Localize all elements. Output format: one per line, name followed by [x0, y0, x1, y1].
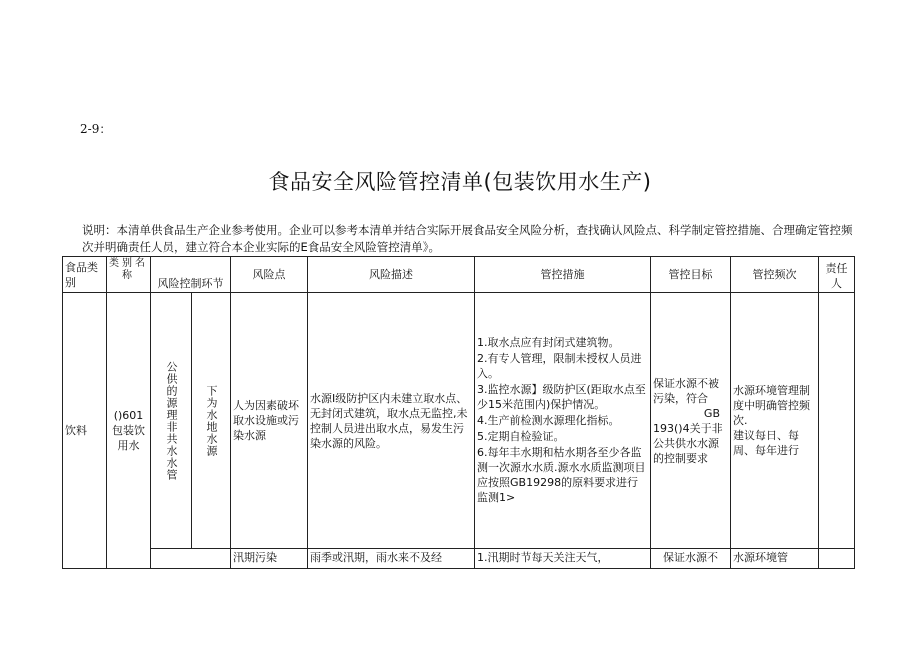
header-control-link: 风险控制环节 [151, 257, 231, 293]
goal-line: 保证水源不被污染，符合 [653, 376, 719, 405]
cell-frequency [731, 293, 819, 549]
cell-risk-description: 雨季或汛期，雨水来不及经 [308, 549, 475, 569]
measure-item: 2.有专人管理，限制未授权人员进入。 [477, 352, 642, 380]
control-link-b-text: 下为水地水源 [205, 384, 218, 457]
cell-frequency: 水源环境管 [731, 549, 819, 569]
cell-control-link-a [151, 293, 192, 549]
measure-item: 4.生产前检测水源理化指标。 [477, 414, 620, 427]
header-category: 食品类别 [63, 257, 107, 293]
document-title: 食品安全风险管控清单(包装饮用水生产) [268, 170, 652, 194]
cell-goal: 保证水源不 [651, 549, 731, 569]
header-frequency: 管控频次 [731, 257, 819, 293]
frequency-line: 水源环境管理制度中明确管控频次. [733, 384, 810, 427]
explanation-note: 说明：本清单供食品生产企业参考使用。企业可以参考本清单并结合实际开展食品安全风险分析，查找确认风险点、科学制定管控措施、合理确定管控频次并明确责任人员，建立符合本企业实际的E食品安全风险管控清单》。 [82, 223, 853, 254]
measure-item: 6.每年丰水期和枯水期各至少各监测一次源水水质.源水水质监测项目应按照GB19298的原料要求进行监测1> [477, 446, 646, 504]
cell-measures [475, 293, 651, 549]
goal-line: 193()4关于非公共供水水源的控制要求 [653, 421, 723, 465]
header-sub-category-label: 类别名称 [109, 258, 148, 281]
cell-risk-description: 水源I级防护区内未建立取水点、无封闭式建筑，取水点无监控,未控制人员进出取水点，易发生污染水源的风险。 [308, 293, 475, 549]
page-number: 2-9： [80, 122, 112, 136]
risk-control-table [62, 256, 855, 569]
cell-risk-point: 人为因素破坏取水设施或污染水源 [231, 293, 308, 549]
cell-risk-point: 汛期污染 [231, 549, 308, 569]
measure-item: 5.定期自检验证。 [477, 430, 565, 443]
frequency-line: 建议每日、每周、每年进行 [733, 429, 799, 457]
cell-control-link-continued [151, 549, 231, 569]
goal-line: GB [703, 406, 720, 420]
header-risk-description: 风险描述 [308, 257, 475, 293]
measure-item: 1.取水点应有封闭式建筑物。 [477, 336, 620, 349]
header-goal: 管控目标 [651, 257, 731, 293]
cell-responsible [819, 293, 855, 549]
cell-control-link-b [192, 293, 231, 549]
header-sub-category [107, 257, 151, 293]
header-row [63, 257, 855, 293]
cell-category: 饮料 [63, 293, 107, 569]
cell-goal [651, 293, 731, 549]
header-responsible: 责任人 [819, 257, 855, 293]
control-link-a-text: 公供的源理非共水水管 [165, 360, 178, 481]
table-row [63, 549, 855, 569]
header-measures: 管控措施 [475, 257, 651, 293]
table-row [63, 293, 855, 549]
cell-sub-category: ()601包装饮用水 [107, 293, 151, 569]
measure-item: 3.监控水源】级防护区(距取水点至少15米范围内)保护情况。 [477, 383, 646, 411]
header-risk-point: 风险点 [231, 257, 308, 293]
cell-measures: 1.汛期时节每天关注天气， [475, 549, 651, 569]
cell-responsible [819, 549, 855, 569]
